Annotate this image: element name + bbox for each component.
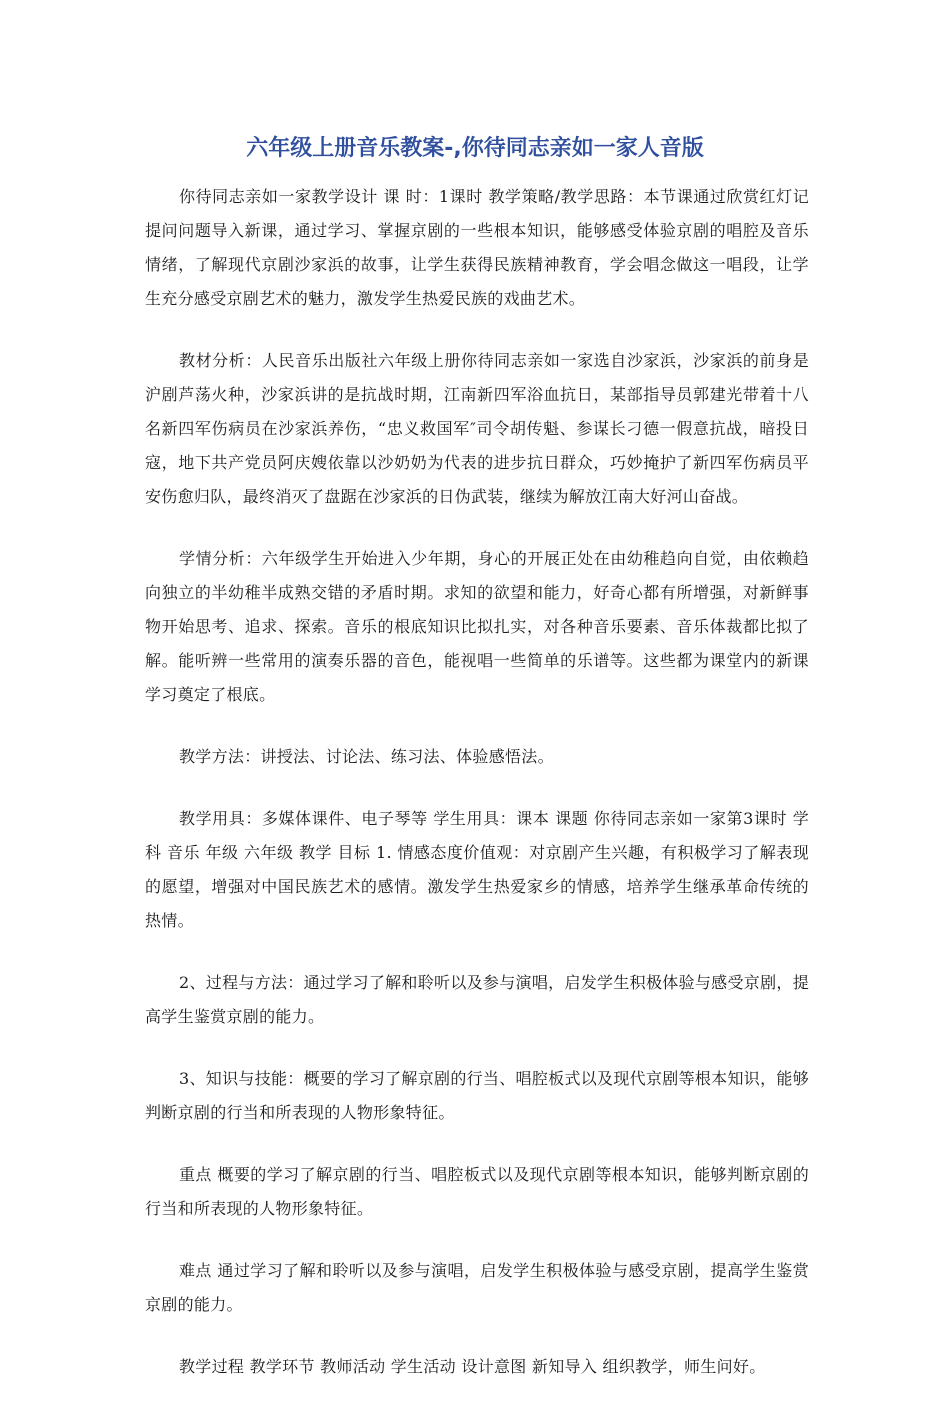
paragraph-teaching-design: 你待同志亲如一家教学设计 课 时：1课时 教学策略/教学思路：本节课通过欣赏红灯记提问问题导入新课，通过学习、掌握京剧的一些根本知识，能够感受体验京剧的唱腔及音乐情绪，了解现代京剧沙家浜的故事，让学生获得民族精神教育，学会唱念做这一唱段，让学生充分感受京剧艺术的魅力，激发学生热爱民族的戏曲艺术。 bbox=[145, 187, 809, 308]
paragraph-process-methods: 2、过程与方法：通过学习了解和聆听以及参与演唱，启发学生积极体验与感受京剧，提高学生鉴赏京剧的能力。 bbox=[145, 973, 809, 1026]
paragraph-difficulties: 难点 通过学习了解和聆听以及参与演唱，启发学生积极体验与感受京剧，提高学生鉴赏京剧的能力。 bbox=[145, 1261, 809, 1314]
paragraph-knowledge-skills: 3、知识与技能：概要的学习了解京剧的行当、唱腔板式以及现代京剧等根本知识，能够判断京剧的行当和所表现的人物形象特征。 bbox=[145, 1069, 809, 1122]
paragraph-teaching-tools: 教学用具：多媒体课件、电子琴等 学生用具：课本 课题 你待同志亲如一家第3课时 学科 音乐 年级 六年级 教学 目标 1. 情感态度价值观：对京剧产生兴趣，有积极学习了解表现的愿望，增强对中国民族艺术的感情。激发学生热爱家乡的情感，培养学生继承革命传统的热情。 bbox=[145, 809, 809, 930]
paragraph-key-points: 重点 概要的学习了解京剧的行当、唱腔板式以及现代京剧等根本知识，能够判断京剧的行当和所表现的人物形象特征。 bbox=[145, 1165, 809, 1218]
paragraph-teaching-methods: 教学方法：讲授法、讨论法、练习法、体验感悟法。 bbox=[179, 747, 554, 766]
paragraph-material-analysis: 教材分析：人民音乐出版社六年级上册你待同志亲如一家选自沙家浜，沙家浜的前身是沪剧芦荡火种，沙家浜讲的是抗战时期，江南新四军浴血抗日，某部指导员郭建光带着十八名新四军伤病员在沙家浜养伤，“忠义救国军″司令胡传魁、参谋长刁德一假意抗战，暗投日寇，地下共产党员阿庆嫂依靠以沙奶奶为代表的进步抗日群众，巧妙掩护了新四军伤病员平安伤愈归队，最终消灭了盘踞在沙家浜的日伪武装，继续为解放江南大好河山奋战。 bbox=[145, 351, 809, 506]
paragraph-student-analysis: 学情分析：六年级学生开始进入少年期，身心的开展正处在由幼稚趋向自觉，由依赖趋向独立的半幼稚半成熟交错的矛盾时期。求知的欲望和能力，好奇心都有所增强，对新鲜事物开始思考、追求、探索。音乐的根底知识比拟扎实，对各种音乐要素、音乐体裁都比拟了解。能听辨一些常用的演奏乐器的音色，能视唱一些简单的乐谱等。这些都为课堂内的新课学习奠定了根底。 bbox=[145, 549, 809, 704]
document-title: 六年级上册音乐教案-,你待同志亲如一家人音版 bbox=[246, 136, 704, 161]
document-body bbox=[145, 180, 809, 1412]
paragraph-teaching-process: 教学过程 教学环节 教师活动 学生活动 设计意图 新知导入 组织教学，师生问好。 bbox=[179, 1357, 766, 1376]
